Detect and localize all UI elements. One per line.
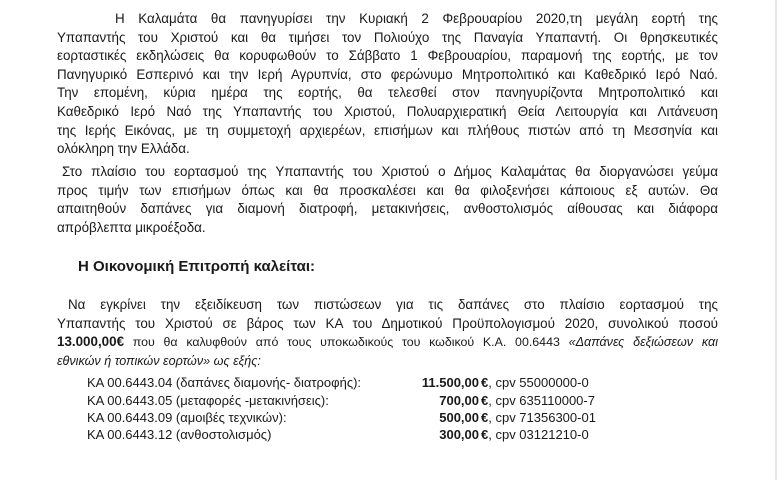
intro-line: Υπαπαντής του Χριστού και θα τιμήσει τον Πολιούχο της Παναγία Υπαπαντή. Οι θρησκευτικές	[57, 29, 718, 45]
request-text: που θα καλυφθούν από τους υποκωδικούς του κωδικού Κ.Α. 00.6443	[124, 335, 569, 350]
request-tail: ως εξής:	[210, 353, 261, 368]
budget-code: ΚΑ 00.6443.12 (ανθοστολισμός)	[87, 427, 272, 442]
intro-paragraph	[57, 10, 718, 159]
account-title-cont: εθνικών ή τοπικών εορτών»	[57, 353, 211, 368]
budget-amount: 500,00	[439, 410, 479, 425]
account-title: «Δαπάνες δεξιώσεων και	[568, 335, 718, 350]
intro-line: Καθεδρικό Ιερό Ναό της Υπαπαντής του Χριστού, Πολυαρχιερατική Θεία Λειτουργία και Λιτάνευση	[57, 103, 718, 119]
budget-code: ΚΑ 00.6443.04 (δαπάνες διαμονής- διατροφής):	[87, 375, 362, 390]
budget-cpv: €, cpv 71356300-01	[481, 410, 596, 425]
budget-cpv: €, cpv 635110000-7	[481, 393, 595, 408]
intro-line: ολόκληρη την Ελλάδα.	[57, 141, 190, 157]
request-paragraph	[57, 296, 718, 370]
intro-line: της Ιερής Εικόνας, με τη συμμετοχή αρχιερέων, επισήμων και πλήθους πιστών από τη Μεσσηνία και	[57, 122, 718, 138]
section-heading: Η Οικονομική Επιτροπή καλείται:	[78, 258, 315, 275]
budget-code: ΚΑ 00.6443.05 (μεταφορές -μετακινήσεις):	[87, 393, 329, 408]
scan-edge	[775, 0, 777, 480]
total-amount: 13.000,00€	[57, 334, 125, 350]
budget-amount: 11.500,00	[421, 375, 479, 390]
budget-cpv: €, cpv 03121210-0	[481, 427, 589, 442]
second-line: Στο πλαίσιο του εορτασμού της Υπαπαντής του Χριστού ο Δήμος Καλαμάτας θα διοργανώσει γεύμα	[62, 164, 718, 179]
second-line: απρόβλεπτα μικροέξοδα.	[57, 219, 206, 235]
budget-code: ΚΑ 00.6443.09 (αμοιβές τεχνικών):	[87, 410, 287, 425]
budget-amount: 300,00	[439, 427, 479, 442]
second-paragraph	[57, 163, 718, 237]
intro-line: εορταστικές εκδηλώσεις θα κορυφωθούν το Σάββατο 1 Φεβρουαρίου, παραμονή της εορτής, με τον	[57, 48, 718, 64]
second-line: προς τιμήν των επισήμων όπως και θα προσκαλέσει και θα φιλοξενήσει κάποιους εξ αυτών. Θα	[57, 182, 718, 198]
intro-line: Την επομένη, κύρια ημέρα της εορτής, θα τελεσθεί στον πανηγυρίζοντα Μητροπολιτικό και	[57, 85, 718, 101]
budget-amount: 700,00	[439, 393, 479, 408]
budget-cpv: €, cpv 55000000-0	[481, 375, 589, 390]
request-line: Υπαπαντής του Χριστού σε βάρος των ΚΑ του Δημοτικού Προϋπολογισμού 2020, συνολικού ποσού	[57, 315, 718, 331]
request-line	[57, 352, 718, 371]
intro-line: Η Καλαμάτα θα πανηγυρίσει την Κυριακή 2 Φεβρουαρίου 2020,τη μεγάλη εορτή της	[115, 11, 718, 26]
second-line: απαιτηθούν δαπάνες για διαμονή διατροφή, μετακινήσεις, ανθοστολισμός αίθουσας και διάφορα	[57, 201, 718, 217]
request-line	[57, 333, 718, 352]
intro-line: Πανηγυρικό Εσπερινό και την Ιερή Αγρυπνία, στο φερώνυμο Μητροπολιτικό και Καθεδρικό Ιερό Ναό.	[57, 66, 718, 82]
request-line: Να εγκρίνει την εξειδίκευση των πιστώσεων για τις δαπάνες στο πλαίσιο εορτασμού της	[68, 297, 718, 312]
